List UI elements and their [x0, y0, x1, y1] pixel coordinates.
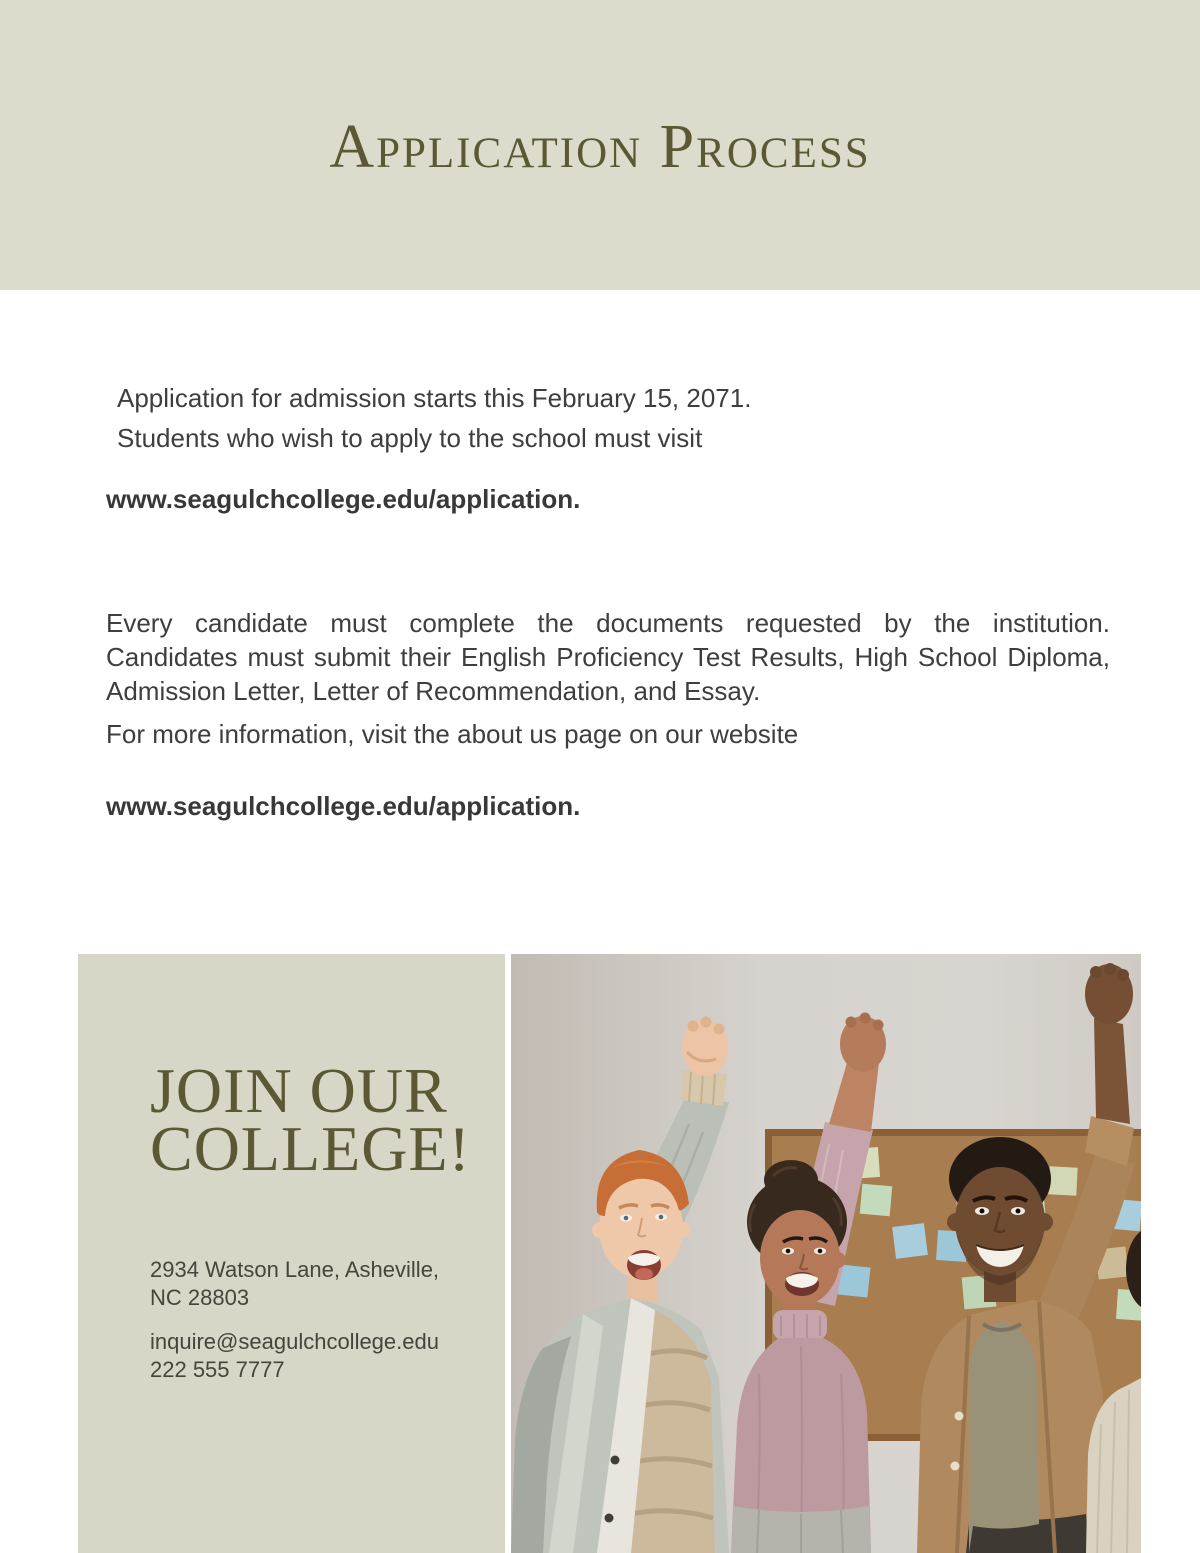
- students-photo-illustration: [511, 954, 1141, 1553]
- header-band: [0, 0, 1200, 290]
- page-title: Application Process: [0, 112, 1200, 183]
- contact-panel: [78, 954, 505, 1553]
- contact-block: [150, 1256, 475, 1384]
- contact-email: inquire@seagulchcollege.edu: [150, 1328, 475, 1356]
- body-section: [0, 290, 1200, 823]
- address-line-1: 2934 Watson Lane, Asheville,: [150, 1256, 475, 1284]
- college-photo: [511, 954, 1141, 1553]
- footer-section: [0, 954, 1200, 1553]
- requirements-paragraph: Every candidate must complete the documents requested by the institution. Candidates must submit their English Proficiency Test Results, High School Diploma, Admission Letter, Letter of Recommendation, and Essay.: [106, 606, 1110, 708]
- more-info-line: For more information, visit the about us page on our website: [106, 717, 1110, 751]
- details-url: www.seagulchcollege.edu/application.: [106, 789, 1110, 823]
- join-heading: [150, 1062, 475, 1178]
- heading-line-1: JOIN OUR: [150, 1055, 448, 1126]
- address-line-2: NC 28803: [150, 1284, 475, 1312]
- intro-line-2: Students who wish to apply to the school must visit: [117, 418, 1110, 458]
- contact-phone: 222 555 7777: [150, 1356, 475, 1384]
- intro-line-1: Application for admission starts this February 15, 2071.: [117, 378, 1110, 418]
- intro-url: www.seagulchcollege.edu/application.: [106, 482, 1110, 516]
- heading-line-2: COLLEGE!: [150, 1113, 471, 1184]
